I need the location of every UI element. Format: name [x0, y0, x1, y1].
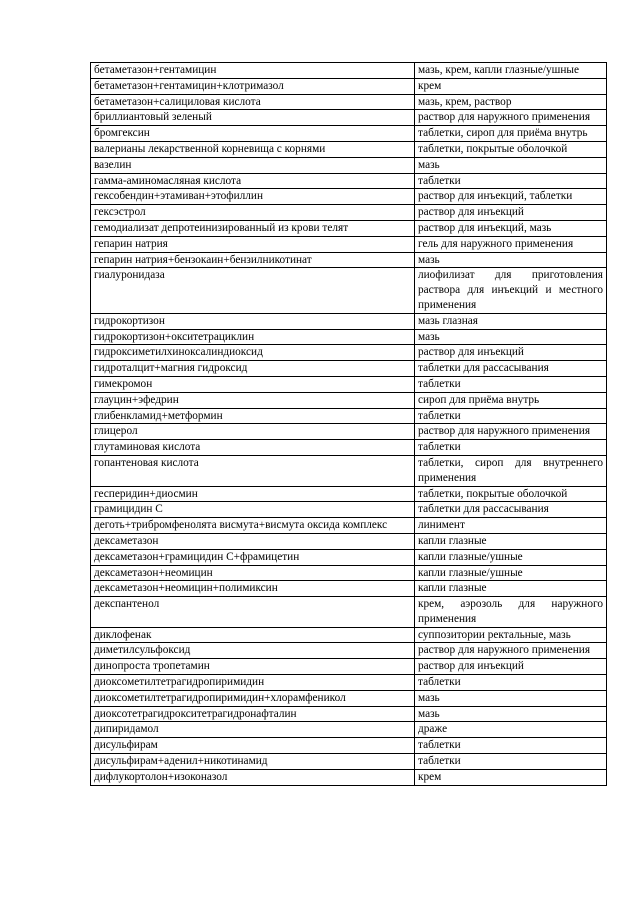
table-row: [91, 659, 607, 675]
dosage-form-cell: капли глазные: [415, 581, 607, 597]
table-row: [91, 533, 607, 549]
substance-cell: вазелин: [91, 157, 415, 173]
dosage-form-cell: капли глазные/ушные: [415, 565, 607, 581]
dosage-form-cell: раствор для инъекций: [415, 345, 607, 361]
table-row: [91, 408, 607, 424]
substance-cell: бромгексин: [91, 126, 415, 142]
substance-cell: диоксометилтетрагидропиримидин+хлорамфеникол: [91, 690, 415, 706]
substance-cell: дисульфирам+аденил+никотинамид: [91, 754, 415, 770]
table-row: [91, 675, 607, 691]
table-row: [91, 424, 607, 440]
dosage-form-cell: сироп для приёма внутрь: [415, 392, 607, 408]
dosage-form-cell: таблетки: [415, 440, 607, 456]
dosage-form-cell: капли глазные/ушные: [415, 549, 607, 565]
dosage-form-cell: мазь: [415, 690, 607, 706]
table-row: [91, 690, 607, 706]
dosage-form-cell: суппозитории ректальные, мазь: [415, 627, 607, 643]
table-row: [91, 110, 607, 126]
substance-cell: бриллиантовый зеленый: [91, 110, 415, 126]
dosage-form-cell: драже: [415, 722, 607, 738]
table-row: [91, 313, 607, 329]
dosage-form-cell: таблетки: [415, 408, 607, 424]
dosage-form-cell: мазь, крем, капли глазные/ушные: [415, 63, 607, 79]
table-row: [91, 252, 607, 268]
table-row: [91, 268, 607, 313]
dosage-form-cell: раствор для инъекций: [415, 659, 607, 675]
dosage-form-cell: таблетки для рассасывания: [415, 502, 607, 518]
table-row: [91, 63, 607, 79]
dosage-form-cell: лиофилизат для приготовления раствора для инъекций и местного применения: [415, 268, 607, 313]
substance-cell: диоксотетрагидрокситетрагидронафталин: [91, 706, 415, 722]
substance-cell: гидроталцит+магния гидроксид: [91, 361, 415, 377]
table-row: [91, 141, 607, 157]
substance-cell: бетаметазон+салициловая кислота: [91, 94, 415, 110]
table-row: [91, 486, 607, 502]
substance-cell: бетаметазон+гентамицин: [91, 63, 415, 79]
substance-cell: диклофенак: [91, 627, 415, 643]
substance-cell: гексэстрол: [91, 205, 415, 221]
dosage-form-cell: таблетки для рассасывания: [415, 361, 607, 377]
table-row: [91, 754, 607, 770]
dosage-form-cell: крем: [415, 78, 607, 94]
table-row: [91, 126, 607, 142]
substance-cell: грамицидин С: [91, 502, 415, 518]
table-row: [91, 189, 607, 205]
substance-cell: гесперидин+диосмин: [91, 486, 415, 502]
table-row: [91, 329, 607, 345]
substance-cell: диметилсульфоксид: [91, 643, 415, 659]
table-row: [91, 173, 607, 189]
substance-cell: деготь+трибромфенолята висмута+висмута оксида комплекс: [91, 518, 415, 534]
table-row: [91, 455, 607, 486]
table-row: [91, 220, 607, 236]
table-row: [91, 597, 607, 628]
table-row: [91, 361, 607, 377]
substance-cell: дексаметазон: [91, 533, 415, 549]
substance-cell: декспантенол: [91, 597, 415, 628]
dosage-form-cell: мазь: [415, 329, 607, 345]
table-row: [91, 549, 607, 565]
table-row: [91, 706, 607, 722]
dosage-form-cell: крем: [415, 769, 607, 785]
table-row: [91, 376, 607, 392]
dosage-form-cell: крем, аэрозоль для наружного применения: [415, 597, 607, 628]
table-row: [91, 205, 607, 221]
substance-cell: глутаминовая кислота: [91, 440, 415, 456]
substance-cell: глицерол: [91, 424, 415, 440]
table-row: [91, 565, 607, 581]
substance-cell: гиалуронидаза: [91, 268, 415, 313]
substance-cell: валерианы лекарственной корневища с корнями: [91, 141, 415, 157]
dosage-form-cell: мазь: [415, 157, 607, 173]
dosage-form-cell: таблетки, покрытые оболочкой: [415, 486, 607, 502]
dosage-form-cell: таблетки, покрытые оболочкой: [415, 141, 607, 157]
substance-cell: гексобендин+этамиван+этофиллин: [91, 189, 415, 205]
table-row: [91, 392, 607, 408]
table-row: [91, 502, 607, 518]
dosage-form-cell: гель для наружного применения: [415, 236, 607, 252]
dosage-form-cell: таблетки: [415, 754, 607, 770]
dosage-form-cell: раствор для наружного применения: [415, 643, 607, 659]
table-row: [91, 345, 607, 361]
dosage-form-cell: мазь, крем, раствор: [415, 94, 607, 110]
table-body: [91, 63, 607, 786]
table-row: [91, 738, 607, 754]
substance-cell: диоксометилтетрагидропиримидин: [91, 675, 415, 691]
dosage-form-cell: мазь: [415, 706, 607, 722]
substance-cell: дифлукортолон+изоконазол: [91, 769, 415, 785]
substance-cell: гамма-аминомасляная кислота: [91, 173, 415, 189]
dosage-form-cell: раствор для инъекций, мазь: [415, 220, 607, 236]
table-row: [91, 581, 607, 597]
dosage-form-cell: линимент: [415, 518, 607, 534]
dosage-form-cell: раствор для наружного применения: [415, 110, 607, 126]
drug-forms-table: [90, 62, 607, 786]
dosage-form-cell: таблетки: [415, 173, 607, 189]
dosage-form-cell: раствор для наружного применения: [415, 424, 607, 440]
substance-cell: дексаметазон+грамицидин С+фрамицетин: [91, 549, 415, 565]
dosage-form-cell: раствор для инъекций: [415, 205, 607, 221]
substance-cell: гепарин натрия: [91, 236, 415, 252]
dosage-form-cell: таблетки: [415, 675, 607, 691]
dosage-form-cell: мазь: [415, 252, 607, 268]
substance-cell: гидроксиметилхиноксалиндиоксид: [91, 345, 415, 361]
dosage-form-cell: таблетки: [415, 376, 607, 392]
substance-cell: гопантеновая кислота: [91, 455, 415, 486]
table-row: [91, 643, 607, 659]
table-row: [91, 722, 607, 738]
substance-cell: бетаметазон+гентамицин+клотримазол: [91, 78, 415, 94]
dosage-form-cell: раствор для инъекций, таблетки: [415, 189, 607, 205]
substance-cell: гидрокортизон+окситетрациклин: [91, 329, 415, 345]
dosage-form-cell: мазь глазная: [415, 313, 607, 329]
substance-cell: дексаметазон+неомицин: [91, 565, 415, 581]
table-row: [91, 627, 607, 643]
table-row: [91, 236, 607, 252]
table-row: [91, 94, 607, 110]
dosage-form-cell: капли глазные: [415, 533, 607, 549]
substance-cell: глибенкламид+метформин: [91, 408, 415, 424]
substance-cell: гидрокортизон: [91, 313, 415, 329]
substance-cell: глауцин+эфедрин: [91, 392, 415, 408]
substance-cell: гепарин натрия+бензокаин+бензилникотинат: [91, 252, 415, 268]
dosage-form-cell: таблетки, сироп для внутреннего применения: [415, 455, 607, 486]
substance-cell: динопроста тропетамин: [91, 659, 415, 675]
substance-cell: дисульфирам: [91, 738, 415, 754]
table-row: [91, 440, 607, 456]
table-row: [91, 769, 607, 785]
substance-cell: дипиридамол: [91, 722, 415, 738]
substance-cell: гемодиализат депротеинизированный из крови телят: [91, 220, 415, 236]
table-row: [91, 157, 607, 173]
substance-cell: дексаметазон+неомицин+полимиксин: [91, 581, 415, 597]
table-row: [91, 518, 607, 534]
dosage-form-cell: таблетки: [415, 738, 607, 754]
table-row: [91, 78, 607, 94]
substance-cell: гимекромон: [91, 376, 415, 392]
dosage-form-cell: таблетки, сироп для приёма внутрь: [415, 126, 607, 142]
